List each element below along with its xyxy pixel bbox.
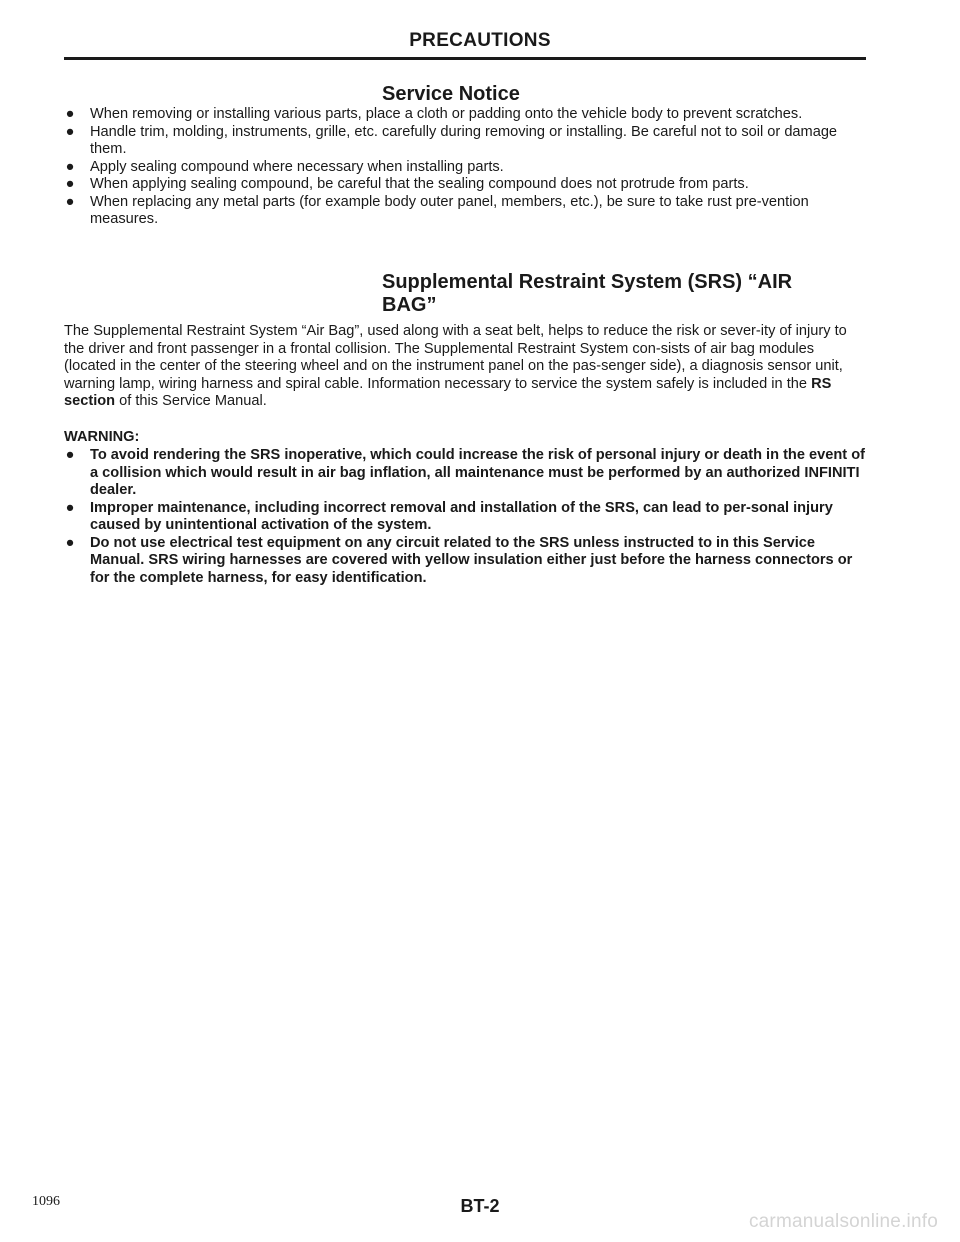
bullet-icon: ●	[65, 176, 75, 192]
list-item-text: When replacing any metal parts (for example body outer panel, members, etc.), be sure to take rust pre-vention measures.	[90, 193, 809, 227]
page-title: PRECAUTIONS	[409, 30, 551, 51]
bullet-icon: ●	[65, 193, 75, 210]
warning-text: Improper maintenance, including incorrect removal and installation of the SRS, can lead to per-sonal injury caused by unintentional activation of the system.	[90, 499, 833, 533]
list-item	[64, 447, 870, 500]
list-item	[64, 124, 870, 159]
srs-paragraph-text: The Supplemental Restraint System “Air Bag”, used along with a seat belt, helps to reduce the risk or sever-ity of injury to the driver and front passenger in a frontal collision. The Supplemental Restraint System con-sists of air bag modules (located in the center of the steering wheel and on the instrument panel on the pas-senger side), a diagnosis sensor unit, warning lamp, wiring harness and spiral cable. Information necessary to service the system safely is included in the	[64, 323, 847, 392]
list-item	[64, 176, 870, 194]
bullet-icon: ●	[65, 534, 75, 551]
header-divider	[64, 57, 866, 60]
list-item-text: When removing or installing various parts, place a cloth or padding onto the vehicle body to prevent scratches.	[90, 106, 803, 122]
bullet-icon: ●	[65, 106, 75, 122]
bullet-icon: ●	[65, 447, 75, 463]
warning-list	[64, 447, 870, 587]
service-notice-title: Service Notice	[382, 83, 520, 105]
list-item	[64, 106, 870, 124]
list-item	[64, 500, 870, 535]
bullet-icon: ●	[65, 499, 75, 516]
list-item	[64, 194, 870, 229]
page-number: 1096	[32, 1194, 60, 1209]
bullet-icon: ●	[65, 123, 75, 140]
warning-text: Do not use electrical test equipment on any circuit related to the SRS unless instructed to in this Service Manual. SRS wiring harnesses are covered with yellow insulation either just before the harness connectors or for the complete harness, for easy identification.	[90, 534, 853, 586]
list-item-text: Apply sealing compound where necessary when installing parts.	[90, 158, 504, 175]
srs-title: Supplemental Restraint System (SRS) “AIR BAG”	[382, 271, 793, 316]
watermark: carmanualsonline.info	[748, 1211, 938, 1232]
warning-label: WARNING:	[64, 429, 140, 445]
list-item	[64, 535, 870, 588]
list-item-text: When applying sealing compound, be careful that the sealing compound does not protrude from parts.	[90, 176, 749, 192]
list-item-text: Handle trim, molding, instruments, grille, etc. carefully during removing or installing. Be careful not to soil or damage them.	[90, 123, 838, 157]
srs-paragraph	[64, 323, 870, 411]
service-notice-list	[64, 106, 870, 229]
list-item	[64, 159, 870, 177]
srs-paragraph-end: of this Service Manual.	[115, 393, 267, 409]
bullet-icon: ●	[65, 158, 75, 175]
rs-section-ref: RS section	[64, 375, 832, 409]
page-code: BT-2	[460, 1196, 500, 1216]
warning-text: To avoid rendering the SRS inoperative, which could increase the risk of personal injury or death in the event of a collision which would result in air bag inflation, all maintenance must be performed by an authorized INFINITI dealer.	[90, 447, 865, 498]
